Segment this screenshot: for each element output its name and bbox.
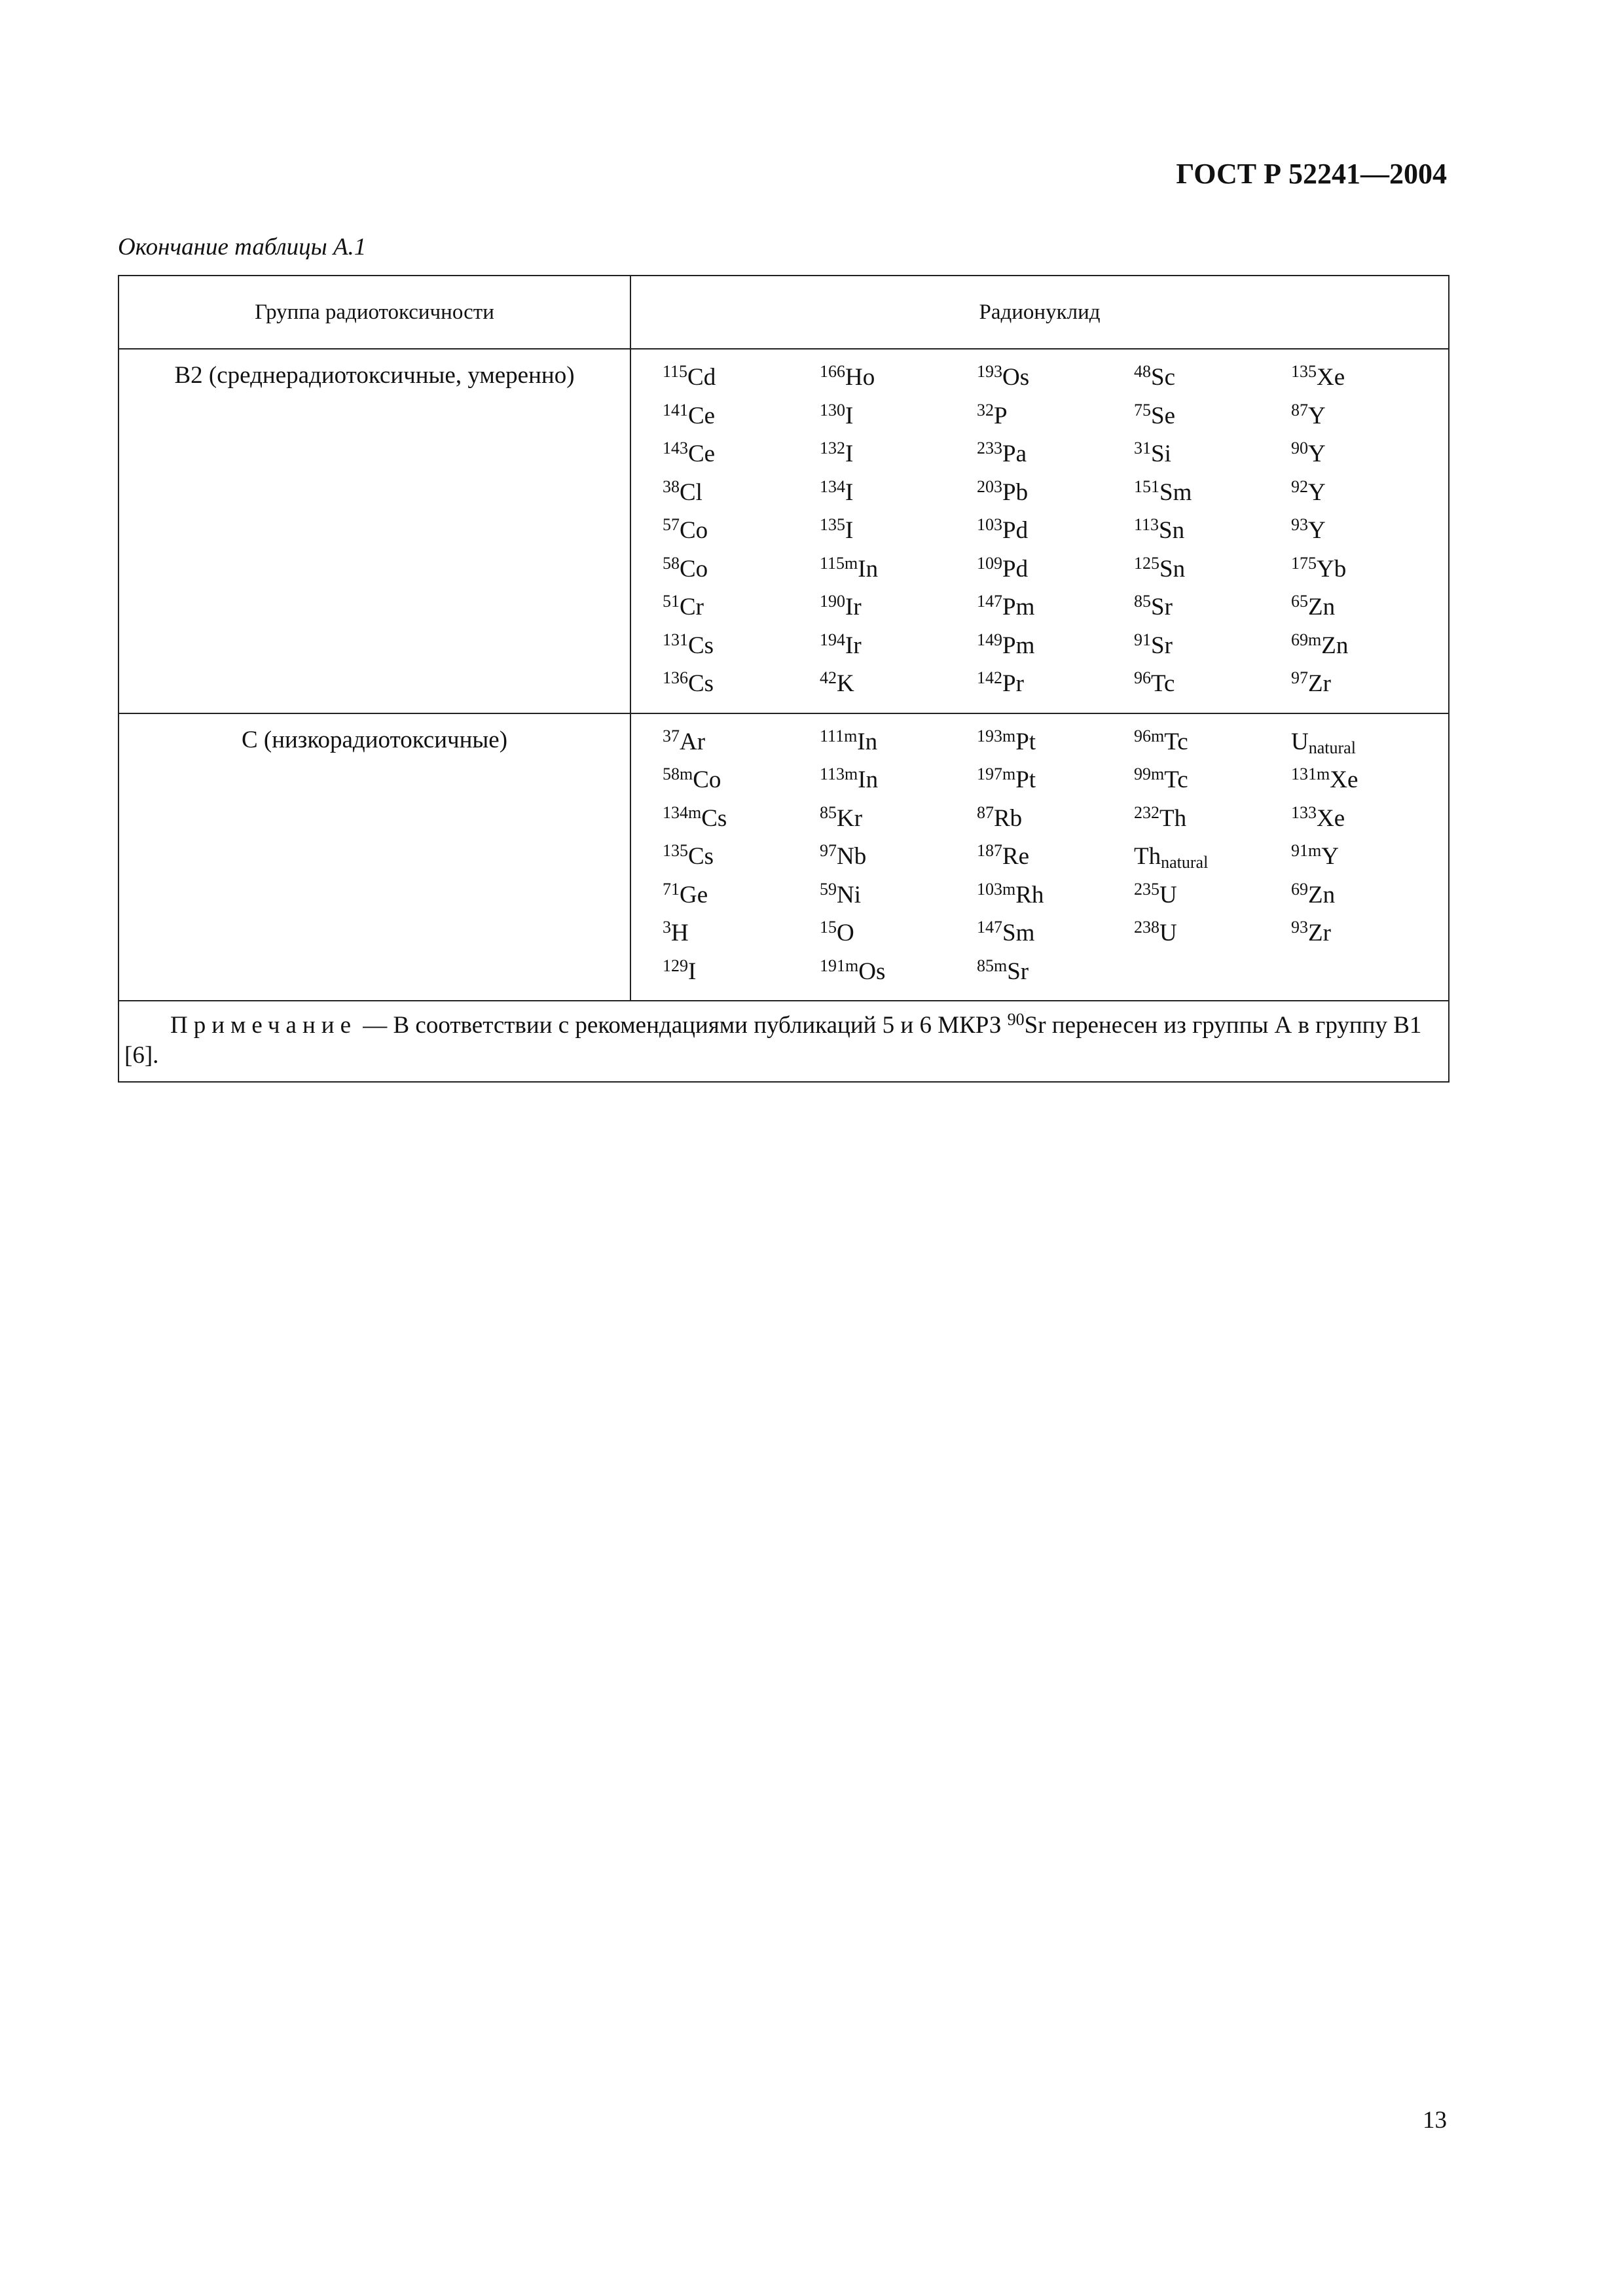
nuclide-grid-b2 [663,359,1448,704]
nuclide-cell [820,512,977,550]
element-symbol: Y [1308,402,1326,429]
element-symbol: Y [1308,478,1326,506]
nuclide-cell [663,665,820,704]
mass-number: 129 [663,956,688,975]
element-symbol: Tc [1164,728,1188,755]
element-symbol: Xe [1317,364,1345,391]
nuclide-cell [820,838,977,876]
mass-number: 91 [1134,630,1151,649]
nuclide-cell [1134,550,1291,589]
isotope-qualifier: natural [1161,853,1209,872]
mass-number: 149 [977,630,1002,649]
nuclide-cell [1134,512,1291,550]
element-symbol: Co [680,555,708,583]
mass-number: 103 [977,515,1002,534]
mass-number: 141 [663,400,688,420]
element-symbol: Si [1151,440,1171,467]
mass-number: 111m [820,726,858,745]
mass-number: 135 [820,515,845,534]
element-symbol: U [1159,920,1177,946]
mass-number: 97 [820,841,837,860]
element-symbol: In [858,766,879,793]
nuclide-cell [820,665,977,704]
nuclide-cell [820,359,977,397]
element-symbol: Pd [1002,517,1029,544]
nuclide-cell [663,800,820,838]
nuclide-cell [1291,512,1448,550]
nuclide-cell [820,953,977,992]
element-symbol: Th [1159,804,1187,832]
nuclide-cell [663,435,820,474]
mass-number: 75 [1134,400,1151,420]
mass-number: 136 [663,668,688,687]
element-symbol: H [671,920,689,946]
page-number: 13 [1423,2107,1447,2134]
document-code: ГОСТ Р 52241—2004 [1176,158,1447,190]
mass-number: 87 [977,802,994,822]
mass-number: 96 [1134,668,1151,687]
nuclide-cell [663,953,820,992]
mass-number: 37 [663,726,680,745]
element-symbol: Ir [845,632,862,659]
isotope-qualifier: natural [1308,738,1356,757]
mass-number: 151 [1134,476,1159,496]
mass-number: 15 [820,918,837,937]
mass-number: 57 [663,515,680,534]
nuclide-cell [663,474,820,512]
element-symbol: Pt [1015,766,1036,793]
mass-number: 92 [1291,476,1308,496]
mass-number: 113m [820,764,858,783]
mass-number: 3 [663,918,671,937]
mass-number: 131m [1291,764,1330,783]
element-symbol: I [845,440,854,467]
nuclide-cell [1291,723,1448,762]
element-symbol: Co [680,517,708,544]
nuclide-cell [663,838,820,876]
mass-number: 31 [1134,439,1151,457]
nuclide-cell [820,550,977,589]
table-header-row [119,276,1449,349]
element-symbol: Sn [1159,517,1185,544]
element-symbol: Pm [1002,594,1035,620]
mass-number: 96m [1134,726,1165,745]
nuclide-cell [820,627,977,666]
mass-number: 203 [977,476,1002,496]
mass-number: 193m [977,726,1016,745]
nuclide-cell [1134,359,1291,397]
mass-number: 134m [663,802,702,822]
element-symbol: Ho [845,364,875,391]
mass-number: 58m [663,764,693,783]
mass-number: 130 [820,400,845,420]
nuclide-cell [977,723,1134,762]
element-symbol: Pd [1002,555,1029,583]
nuclide-cell [820,588,977,627]
mass-number: 190 [820,592,845,611]
nuclide-grid-c [663,723,1448,992]
nuclide-cell [1291,665,1448,704]
mass-number: 132 [820,439,845,457]
mass-number: 147 [977,592,1002,611]
element-symbol: Zr [1308,670,1331,697]
element-symbol: Th [1134,843,1161,870]
nuclide-cell [820,761,977,800]
element-symbol: Cd [687,364,716,391]
nuclide-cell [663,588,820,627]
nuclide-cell [1134,665,1291,704]
element-symbol: Y [1308,517,1326,544]
nuclide-cell [663,761,820,800]
element-symbol: Pb [1002,478,1029,506]
nuclide-cell [977,397,1134,436]
mass-number: 69m [1291,630,1322,649]
note-label: Примечание [170,1012,357,1039]
nuclide-cell [977,512,1134,550]
mass-number: 48 [1134,362,1151,381]
group-name-b2: В2 (среднерадиотоксичные, умеренно) [119,349,630,713]
nuclide-cell [1291,838,1448,876]
nuclide-cell [977,588,1134,627]
element-symbol: Ni [837,881,861,908]
mass-number: 109 [977,553,1002,573]
element-symbol: Os [858,958,886,985]
group-name-c: С (низкорадиотоксичные) [119,713,630,1001]
element-symbol: Ce [688,402,716,429]
nuclide-cell [977,914,1134,953]
element-symbol: Sm [1159,478,1192,506]
mass-number: 133 [1291,802,1317,822]
mass-number: 103m [977,879,1016,899]
nuclide-cell [1134,914,1291,953]
mass-number: 232 [1134,802,1159,822]
nuclide-cell [663,627,820,666]
nuclide-cell [1291,876,1448,915]
element-symbol: Ar [680,728,706,755]
element-symbol: Cl [680,478,702,506]
element-symbol: Pr [1002,670,1024,697]
element-symbol: Pt [1015,728,1036,755]
nuclide-cell [1291,588,1448,627]
mass-number: 113 [1134,515,1159,534]
nuclide-cell [663,550,820,589]
nuclide-cell [1291,359,1448,397]
element-symbol: Cs [688,843,714,870]
mass-number: 135 [663,841,688,860]
mass-number: 93 [1291,515,1308,534]
element-symbol: Ce [688,440,716,467]
element-symbol: Sn [1159,555,1186,583]
mass-number: 197m [977,764,1016,783]
nuclide-cell [663,359,820,397]
mass-number: 87 [1291,400,1308,420]
nuclide-cell [663,397,820,436]
nuclide-cell [1291,397,1448,436]
mass-number: 91m [1291,841,1322,860]
nuclide-cell [1134,435,1291,474]
element-symbol: Sr [1151,594,1173,620]
mass-number: 42 [820,668,837,687]
element-symbol: Rb [994,804,1023,832]
mass-number: 142 [977,668,1002,687]
element-symbol: I [845,478,854,506]
nuclide-cell [820,914,977,953]
mass-number: 235 [1134,879,1159,899]
nuclide-cell [1291,474,1448,512]
mass-number: 143 [663,439,688,457]
element-symbol: P [994,402,1008,429]
element-symbol: Nb [837,843,867,870]
nuclide-cell [1134,838,1291,876]
element-symbol: I [688,958,697,985]
element-symbol: O [837,920,854,946]
nuclide-cell [977,627,1134,666]
element-symbol: Yb [1317,555,1347,583]
mass-number: 125 [1134,553,1159,573]
nuclide-cell [977,800,1134,838]
nuclide-cell [1291,550,1448,589]
element-symbol: In [857,728,878,755]
nuclide-cell [1134,800,1291,838]
element-symbol: Sm [1002,920,1035,946]
element-symbol: Pa [1002,440,1027,467]
mass-number: 166 [820,362,845,381]
table-row-b2 [119,349,1449,713]
nuclide-cell [663,723,820,762]
element-symbol: Ir [845,594,862,620]
nuclide-cell [977,761,1134,800]
mass-number: 85 [820,802,837,822]
element-symbol: Se [1151,402,1175,429]
nuclide-cell [663,914,820,953]
element-symbol: Cs [701,804,727,832]
nuclide-cell [1291,435,1448,474]
mass-number: 97 [1291,668,1308,687]
table-note-row [119,1001,1449,1082]
nuclide-cell [977,665,1134,704]
nuclide-cell [820,800,977,838]
element-symbol: Y [1308,440,1326,467]
element-symbol: Zn [1308,594,1336,620]
nuclide-cell [1291,761,1448,800]
nuclide-cell [1134,474,1291,512]
nuclide-cell [1291,627,1448,666]
table-caption: Окончание таблицы А.1 [118,234,367,260]
nuclide-cell [820,876,977,915]
mass-number: 131 [663,630,688,649]
element-symbol: Cr [680,594,704,620]
nuclide-cell [1134,723,1291,762]
mass-number: 85m [977,956,1008,975]
mass-number: 193 [977,362,1002,381]
element-symbol: Tc [1151,670,1175,697]
mass-number: 147 [977,918,1002,937]
element-symbol: Zn [1308,881,1336,908]
nuclide-cell [977,474,1134,512]
mass-number: 99m [1134,764,1165,783]
nuclide-cell [977,876,1134,915]
nuclide-cell [820,474,977,512]
nuclide-cell [977,838,1134,876]
nuclide-cell [820,435,977,474]
mass-number: 134 [820,476,845,496]
element-symbol: K [837,670,854,697]
radiotoxicity-table [118,275,1450,1083]
element-symbol: Sr [1007,958,1029,985]
table-row-c [119,713,1449,1001]
element-symbol: Pm [1002,632,1035,659]
mass-number: 58 [663,553,680,573]
element-symbol: In [858,555,879,583]
mass-number: 65 [1291,592,1308,611]
nuclide-cell [1134,397,1291,436]
element-symbol: Xe [1317,804,1345,832]
element-symbol: U [1159,881,1177,908]
element-symbol: Y [1321,843,1339,870]
element-symbol: Kr [837,804,863,832]
mass-number: 71 [663,879,680,899]
element-symbol: Rh [1015,881,1044,908]
element-symbol: Os [1002,364,1030,391]
mass-number: 38 [663,476,680,496]
nuclide-cell [977,359,1134,397]
element-symbol: Tc [1164,766,1188,793]
mass-number: 238 [1134,918,1159,937]
element-symbol: Co [693,766,721,793]
nuclide-cell [1134,761,1291,800]
element-symbol: Cs [688,632,714,659]
mass-number: 191m [820,956,859,975]
nuclide-cell [1291,800,1448,838]
mass-number: 85 [1134,592,1151,611]
nuclide-cell [1134,627,1291,666]
element-symbol: Ge [680,881,708,908]
mass-number: 233 [977,439,1002,457]
nuclide-cell [663,876,820,915]
mass-number: 194 [820,630,845,649]
table-note [119,1001,1449,1082]
element-symbol: Zr [1308,920,1331,946]
column-header-nuclide: Радионуклид [630,276,1449,349]
element-symbol: Zn [1321,632,1349,659]
column-header-group: Группа радиотоксичности [119,276,630,349]
mass-number: 115m [820,553,858,573]
mass-number: 32 [977,400,994,420]
mass-number: 51 [663,592,680,611]
element-symbol: I [845,517,854,544]
mass-number: 69 [1291,879,1308,899]
element-symbol: Re [1002,843,1030,870]
mass-number: 135 [1291,362,1317,381]
element-symbol: Sc [1151,364,1175,391]
nuclide-cell [977,435,1134,474]
element-symbol: Cs [688,670,714,697]
nuclide-cell [1291,914,1448,953]
mass-number: 115 [663,362,688,381]
element-symbol: I [845,402,854,429]
mass-number: 59 [820,879,837,899]
mass-number: 175 [1291,553,1317,573]
note-text-after: Sr перенесен из группы А в группу В1 [6]. [124,1012,1422,1069]
note-text-before: — В соответствии с рекомендациями публикаций 5 и 6 МКРЗ [357,1012,1008,1039]
nuclide-cell [820,397,977,436]
nuclide-cell [663,512,820,550]
note-mass-number: 90 [1007,1010,1025,1029]
element-symbol: Xe [1330,766,1359,793]
nuclide-cell [1134,876,1291,915]
element-symbol: Sr [1151,632,1173,659]
mass-number: 93 [1291,918,1308,937]
nuclide-cell [977,550,1134,589]
nuclide-cell [977,953,1134,992]
element-symbol: U [1291,728,1309,755]
nuclide-cell [820,723,977,762]
mass-number: 90 [1291,439,1308,457]
nuclide-cell [1134,588,1291,627]
mass-number: 187 [977,841,1002,860]
